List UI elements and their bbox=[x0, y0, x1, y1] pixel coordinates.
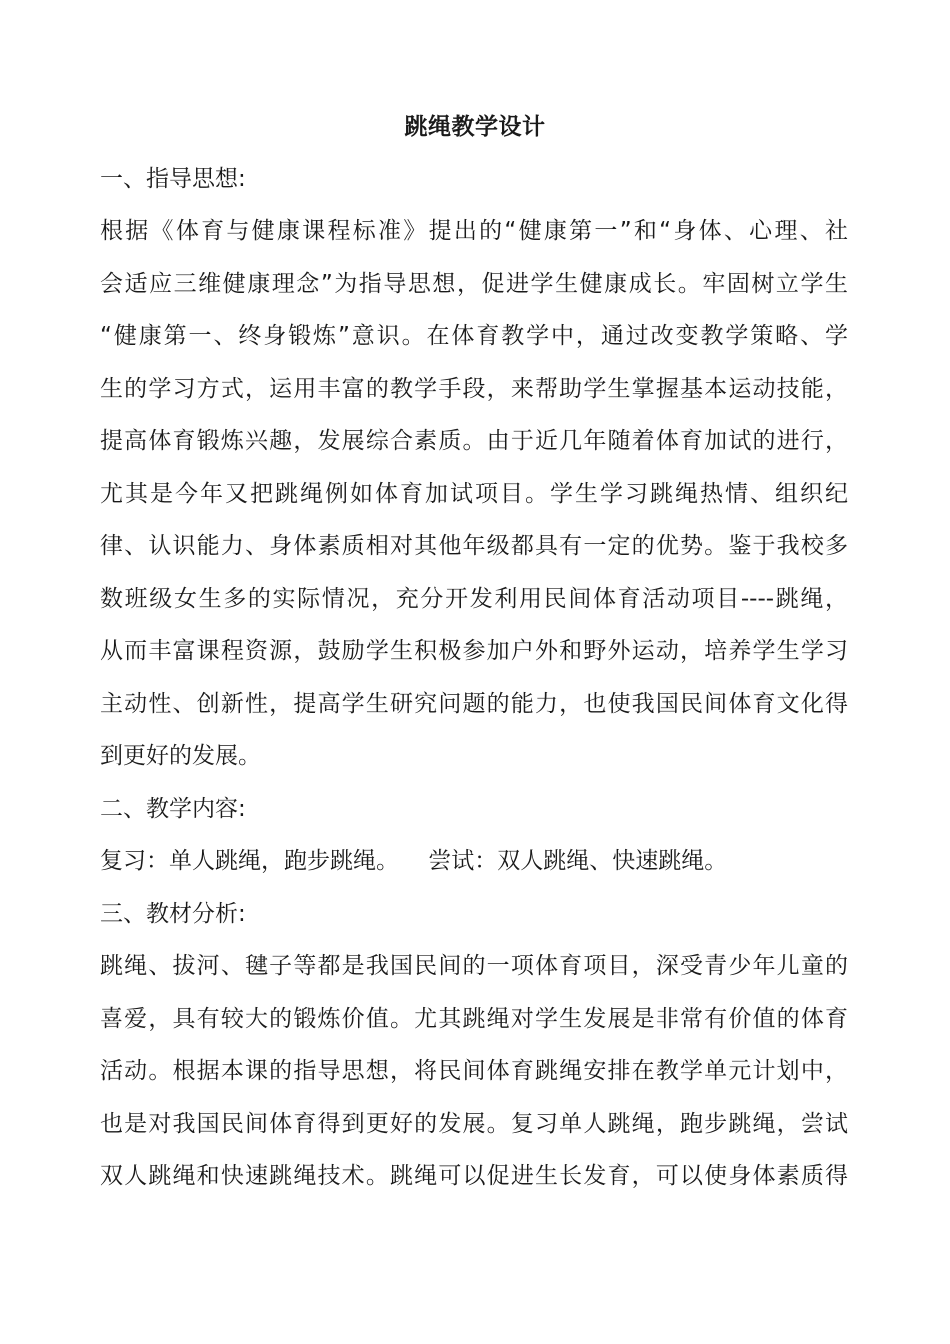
section-heading-guiding-thought: 一、指导思想: bbox=[100, 166, 246, 192]
paragraph-line: 数班级女生多的实际情况，充分开发利用民间体育活动项目----跳绳， bbox=[100, 586, 848, 612]
paragraph-line: 尤其是今年又把跳绳例如体育加试项目。学生学习跳绳热情、组织纪 bbox=[100, 481, 848, 507]
paragraph-line: 律、认识能力、身体素质相对其他年级都具有一定的优势。鉴于我校多 bbox=[100, 533, 848, 559]
paragraph-line: 双人跳绳和快速跳绳技术。跳绳可以促进生长发育，可以使身体素质得 bbox=[100, 1163, 848, 1189]
paragraph-line: 跳绳、拔河、毽子等都是我国民间的一项体育项目，深受青少年儿童的 bbox=[100, 953, 848, 979]
paragraph-line: “健康第一、终身锻炼”意识。在体育教学中，通过改变教学策略、学 bbox=[100, 323, 848, 349]
teaching-content-text: 复习：单人跳绳，跑步跳绳。 尝试：双人跳绳、快速跳绳。 bbox=[100, 848, 728, 874]
paragraph-line: 也是对我国民间体育得到更好的发展。复习单人跳绳，跑步跳绳，尝试 bbox=[100, 1111, 848, 1137]
section-heading-material-analysis: 三、教材分析: bbox=[100, 901, 246, 927]
paragraph-line: 根据《体育与健康课程标准》提出的“健康第一”和“身体、心理、社 bbox=[100, 218, 848, 244]
paragraph-line: 会适应三维健康理念”为指导思想，促进学生健康成长。牢固树立学生 bbox=[100, 271, 848, 297]
paragraph-line: 从而丰富课程资源，鼓励学生积极参加户外和野外运动，培养学生学习 bbox=[100, 638, 848, 664]
paragraph-line: 活动。根据本课的指导思想，将民间体育跳绳安排在教学单元计划中， bbox=[100, 1058, 848, 1084]
paragraph-line: 生的学习方式，运用丰富的教学手段，来帮助学生掌握基本运动技能， bbox=[100, 376, 848, 402]
document-title: 跳绳教学设计 bbox=[404, 114, 546, 140]
paragraph-line: 喜爱，具有较大的锻炼价值。尤其跳绳对学生发展是非常有价值的体育 bbox=[100, 1006, 848, 1032]
section-heading-teaching-content: 二、教学内容: bbox=[100, 796, 246, 822]
paragraph-line: 提高体育锻炼兴趣，发展综合素质。由于近几年随着体育加试的进行， bbox=[100, 428, 848, 454]
paragraph-line: 主动性、创新性，提高学生研究问题的能力，也使我国民间体育文化得 bbox=[100, 691, 848, 717]
paragraph-line: 到更好的发展。 bbox=[100, 743, 261, 769]
